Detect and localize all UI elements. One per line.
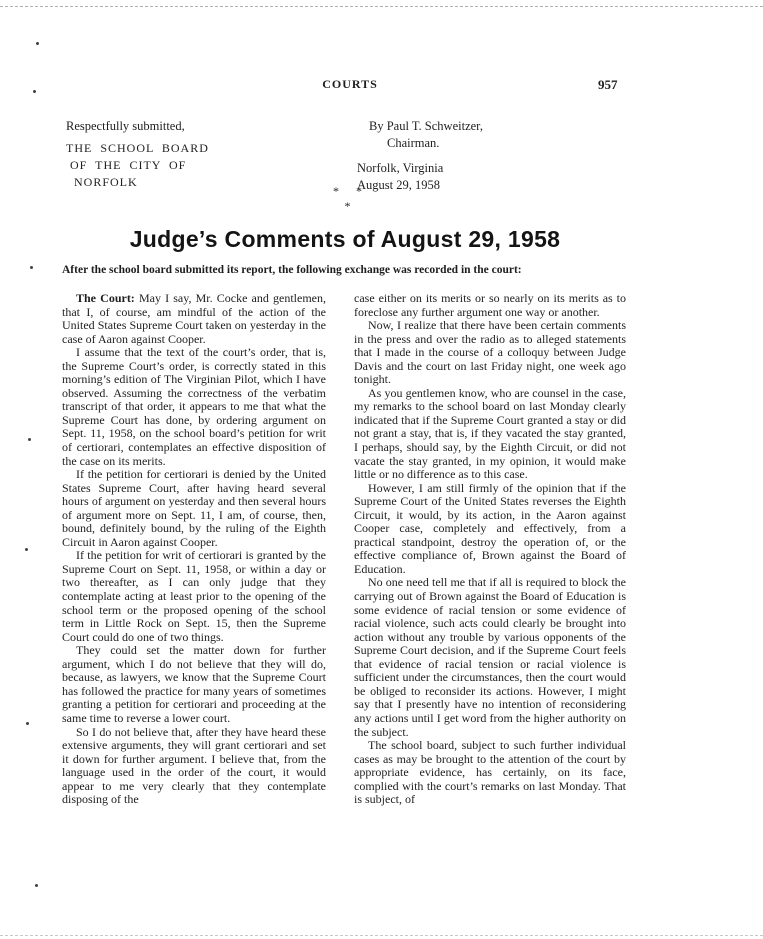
section-title: Judge’s Comments of August 29, 1958	[129, 226, 561, 252]
paragraph: They could set the matter down for further argument, which I do not believe that they will do, because, as lawyers, we know that the Supreme Court has followed the practice for many years of sometimes granting a petition for certiorari and proceeding at the same time to reverse a lower court.	[62, 643, 326, 725]
organization-line: THE SCHOOL BOARD	[66, 141, 209, 155]
scan-speck	[25, 548, 28, 551]
signature-block-left	[66, 118, 209, 191]
paragraph	[62, 292, 326, 346]
scan-speck	[30, 266, 33, 269]
paragraph: If the petition for certiorari is denied by the United States Supreme Court, after having heard several hours of argument on yesterday and then several hours of argument more on Sept. 11, I am, of course, then, bound, definitely bound, by the ruling of the Eighth Circuit in Aaron against Cooper.	[62, 467, 326, 549]
closing: Respectfully submitted,	[66, 119, 185, 133]
signature-block-right	[357, 118, 483, 194]
page-number: 957	[598, 77, 618, 92]
scan-speck	[35, 884, 38, 887]
scan-speck	[36, 42, 39, 45]
running-head: COURTS	[322, 77, 378, 91]
speaker-label: The Court:	[76, 291, 135, 305]
paragraph: I assume that the text of the court’s order, that is, the Supreme Court’s order, is correctly stated in this morning’s edition of The Virginian Pilot, which I have observed. Assuming the correctness of the verbatim transcript of that order, it appears to me that what the Supreme Court has done, by ordering argument on Sept. 11, 1958, on the school board’s petition for writ of certiorari, contemplates an effective disposition of the case on its merits.	[62, 345, 326, 468]
intro-line: After the school board submitted its report, the following exchange was recorded in the court:	[62, 264, 522, 276]
paragraph: The school board, subject to such further individual cases as may be brought to the attention of the court by appropriate evidence, has certainly, on its face, complied with the court’s remarks on last Monday. That is subject, of	[354, 738, 626, 807]
scan-speck	[28, 438, 31, 441]
organization-line: NORFOLK	[66, 175, 138, 189]
top-dashed-border	[0, 6, 763, 7]
signer-name: By Paul T. Schweitzer,	[369, 119, 483, 133]
paragraph: Now, I realize that there have been certain comments in the press and over the radio as to alleged statements that I made in the course of a colloquy between Judge Davis and the court on last Friday night, one week ago tonight.	[354, 318, 626, 387]
organization-name	[66, 140, 209, 191]
scan-speck	[33, 90, 36, 93]
paragraph: However, I am still firmly of the opinion that if the Supreme Court of the United States reverses the Eighth Circuit, it would, by its action, in the Aaron against Cooper case, completely and effectively, from a practical standpoint, destroy the operation of, or the effective compliance of, Brown against the Board of Education.	[354, 480, 626, 576]
organization-line: OF THE CITY OF	[66, 158, 187, 172]
paragraph-text: May I say, Mr. Cocke and gentlemen, that I, of course, am mindful of the action of the United States Supreme Court taken on yesterday in the case of Aaron against Cooper.	[62, 291, 326, 346]
paragraph: So I do not believe that, after they have heard these extensive arguments, they will grant certiorari and set it down for further argument. I believe that, from the language used in the order of the court, it would appear to me very clearly that they contemplate disposing of the	[62, 724, 326, 807]
signature-place: Norfolk, Virginia	[357, 161, 444, 175]
paragraph: No one need tell me that if all is required to block the carrying out of Brown against the Board of Education is some evidence of racial tension or some evidence of racial violence, such acts could clearly be brought into action without any trouble by various opponents of the Supreme Court decision, and if the Supreme Court feels that evidence of racial tension or racial violence is sufficient under the circumstances, then the court would be obliged to reconsider its actions. However, I might say that I presently have no intention of reconsidering any actions until I get word from the higher authority on the subject.	[354, 575, 626, 739]
section-separator: * * *	[333, 184, 369, 213]
signer-role: Chairman.	[387, 136, 440, 150]
scan-speck	[26, 722, 29, 725]
bottom-dashed-border	[0, 935, 763, 936]
paragraph: If the petition for writ of certiorari is granted by the Supreme Court on Sept. 11, 1958, or within a day or two thereafter, as I can only judge that they contemplate acting at least prior to the opening of the school term or the proposed opening of the school term in Little Rock on Sept. 15, then the Supreme Court could do one of two things.	[62, 548, 326, 644]
paragraph: As you gentlemen know, who are counsel in the case, my remarks to the school board on last Monday clearly indicated that if the Supreme Court granted a stay or did not grant a stay, that is, if they vacated the stay granted, I perhaps, should say, by the Eighth Circuit, or did not vacate the stay granted, in my opinion, it would make little or no difference as to this case.	[354, 385, 626, 482]
signature-date: August 29, 1958	[357, 178, 440, 192]
right-column	[354, 292, 626, 807]
paragraph: case either on its merits or so nearly on its merits as to foreclose any further argument one way or another.	[354, 291, 626, 319]
left-column	[62, 292, 326, 807]
